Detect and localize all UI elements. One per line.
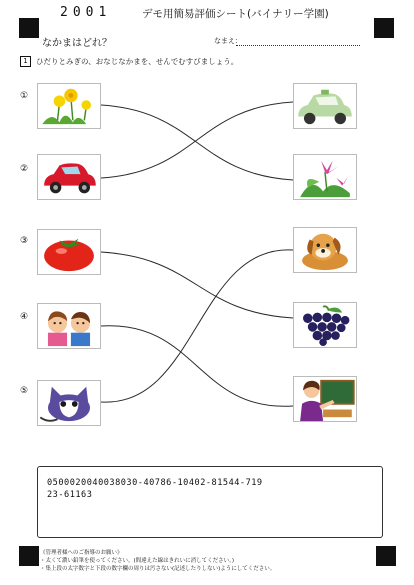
item-number-3: ③ xyxy=(20,236,29,246)
grapes-icon xyxy=(294,303,356,347)
instruction-text: ひだりとみぎの、おなじなかまを、せんでむすびましょう。 xyxy=(36,57,239,66)
item-number-5: ⑤ xyxy=(20,386,29,396)
item-number-2: ② xyxy=(20,164,29,174)
dog-icon xyxy=(294,228,356,272)
connection-line-1-to-2 xyxy=(101,105,293,180)
left-item-3[interactable] xyxy=(37,229,101,275)
item-number-4: ④ xyxy=(20,312,29,322)
notes-item-2: ・集上段の太字数字と下段の数字欄の周りは汚さない(記述したりしない)ようにしてください。 xyxy=(40,566,276,572)
left-item-1[interactable] xyxy=(37,83,101,129)
right-item-3[interactable] xyxy=(293,227,357,273)
connection-line-2-to-1 xyxy=(101,102,293,178)
year-heading: 2001 xyxy=(60,5,112,20)
sheet-title: デモ用簡易評価シート(バイナリー学園) xyxy=(142,8,329,20)
notes-heading: 《管理者様へのご指導のお願い》 xyxy=(40,550,123,556)
pink-flower-icon xyxy=(294,155,356,199)
flowers-icon xyxy=(38,84,100,128)
left-item-5[interactable] xyxy=(37,380,101,426)
tomato-icon xyxy=(38,230,100,274)
connection-line-3-to-4 xyxy=(101,252,293,318)
right-item-4[interactable] xyxy=(293,302,357,348)
right-item-5[interactable] xyxy=(293,376,357,422)
left-item-4[interactable] xyxy=(37,303,101,349)
question-text: なかまはどれ？ xyxy=(42,38,112,49)
code-line-1: 0500020040038030-40786-10402-81544-719 xyxy=(47,478,263,488)
item-number-1: ① xyxy=(20,91,29,101)
name-label: なまえ： xyxy=(214,37,242,45)
taxi-icon xyxy=(294,84,356,128)
left-item-2[interactable] xyxy=(37,154,101,200)
right-item-1[interactable] xyxy=(293,83,357,129)
connection-line-5-to-3 xyxy=(101,250,293,402)
connection-line-4-to-5 xyxy=(101,326,293,407)
answer-code-box xyxy=(37,466,383,538)
red-car-icon xyxy=(38,155,100,199)
children-icon xyxy=(38,304,100,348)
question-number-marker: 1 xyxy=(20,56,31,67)
right-item-2[interactable] xyxy=(293,154,357,200)
code-line-2: 23-61163 xyxy=(47,490,93,500)
notes-item-1: ・太くて濃い鉛筆を使ってください。(間違えた線はきれいに消してください。) xyxy=(40,558,235,564)
teacher-icon xyxy=(294,377,356,421)
cat-icon xyxy=(38,381,100,425)
